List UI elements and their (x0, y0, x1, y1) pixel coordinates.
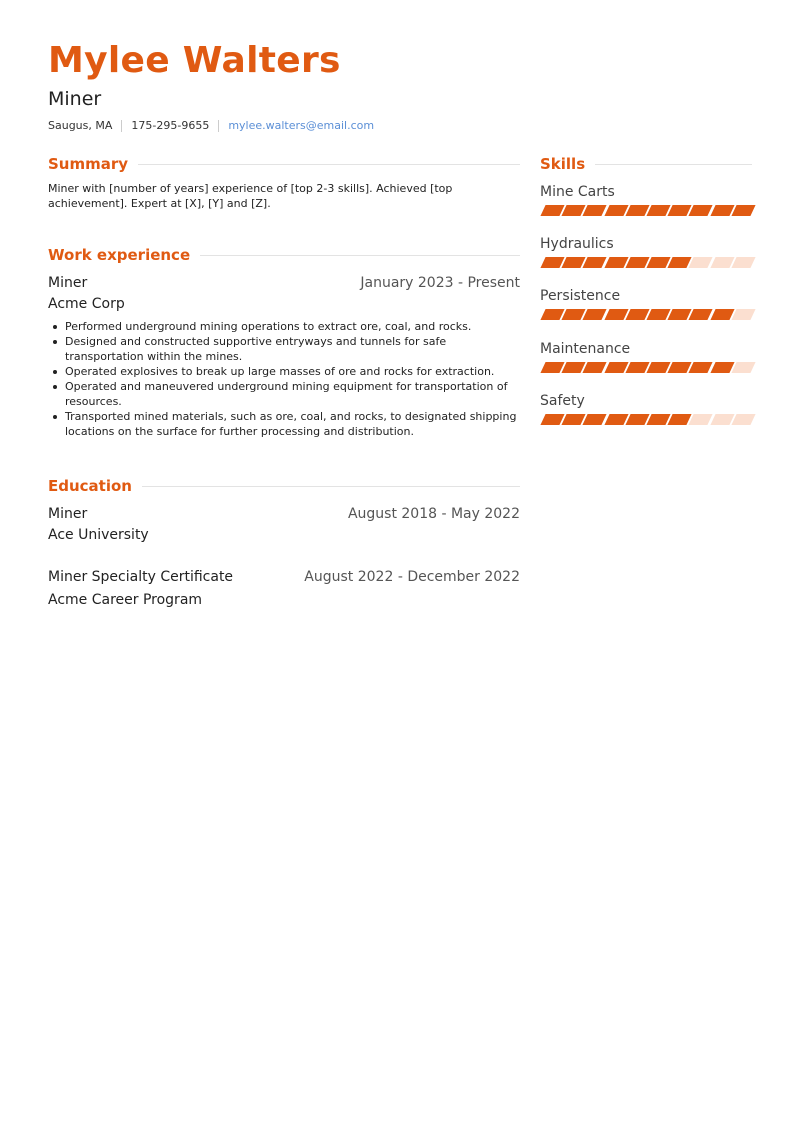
skill-segment-empty (731, 362, 755, 373)
skill-segment-empty (731, 257, 755, 268)
summary-text: Miner with [number of years] experience of [top 2-3 skills]. Achieved [top achievement]. Expert at [X], [Y] and [Z]. (48, 182, 453, 210)
degree-title: Miner (48, 506, 88, 522)
list-item: Performed underground mining operations to extract ore, coal, and rocks. (48, 319, 520, 334)
skill-item (540, 287, 755, 320)
skill-item (540, 183, 755, 216)
skill-name: Safety (540, 393, 585, 409)
skill-level-bar (540, 309, 755, 320)
education-heading-label: Education (48, 477, 132, 495)
skill-item (540, 340, 755, 373)
work-heading-label: Work experience (48, 246, 191, 264)
email-link[interactable]: mylee.walters@email.com (228, 119, 375, 132)
education-entry-header (48, 506, 520, 522)
skill-name: Maintenance (540, 341, 631, 357)
skill-segment-filled (583, 205, 607, 216)
job-title: Miner (48, 275, 88, 291)
skills-heading (540, 155, 752, 173)
skill-name: Mine Carts (540, 184, 615, 200)
section-divider (138, 164, 520, 165)
contact-line (48, 119, 374, 132)
contact-divider (218, 120, 219, 132)
candidate-title: Miner (48, 88, 102, 110)
degree-title: Miner Specialty Certificate (48, 569, 234, 585)
skill-segment-filled (689, 205, 713, 216)
location-text: Saugus, MA (48, 119, 113, 132)
skill-level-bar (540, 205, 755, 216)
skill-segment-empty (731, 309, 755, 320)
list-item: Transported mined materials, such as ore, coal, and rocks, to designated shipping locations on the surface for further processing and distribution. (48, 409, 520, 439)
job-bullets (48, 319, 520, 439)
job-dates: January 2023 - Present (360, 275, 520, 291)
education-heading (48, 477, 520, 495)
skill-segment-filled (710, 205, 734, 216)
contact-divider (121, 120, 122, 132)
section-divider (595, 164, 752, 165)
skill-segment-empty (710, 257, 734, 268)
summary-heading-label: Summary (48, 155, 129, 173)
job-header (48, 275, 520, 291)
skill-level-bar (540, 362, 755, 373)
list-item: Operated explosives to break up large masses of ore and rocks for extraction. (48, 364, 520, 379)
skill-segment-filled (604, 257, 628, 268)
section-divider (200, 255, 520, 256)
skill-segment-filled (583, 257, 607, 268)
skill-segment-filled (583, 362, 607, 373)
skill-segment-filled (710, 362, 734, 373)
summary-heading (48, 155, 520, 173)
skill-segment-empty (731, 414, 755, 425)
skills-heading-label: Skills (540, 155, 586, 173)
skill-item (540, 392, 755, 425)
skill-segment-filled (604, 362, 628, 373)
list-item: Operated and maneuvered underground mining equipment for transportation of resources. (48, 379, 520, 409)
skill-segment-filled (710, 309, 734, 320)
skill-level-bar (540, 414, 755, 425)
school-name: Ace University (48, 527, 149, 543)
skill-level-bar (540, 257, 755, 268)
skill-segment-empty (689, 414, 713, 425)
skill-segment-filled (689, 309, 713, 320)
job-company: Acme Corp (48, 296, 125, 312)
skill-segment-filled (604, 309, 628, 320)
school-name: Acme Career Program (48, 592, 203, 608)
skill-segment-filled (604, 205, 628, 216)
skill-segment-filled (689, 362, 713, 373)
education-dates: August 2022 - December 2022 (304, 569, 520, 585)
section-divider (142, 486, 520, 487)
skill-segment-empty (710, 414, 734, 425)
skill-segment-filled (604, 414, 628, 425)
skill-item (540, 235, 755, 268)
skill-name: Hydraulics (540, 236, 614, 252)
skill-segment-filled (731, 205, 755, 216)
skill-name: Persistence (540, 288, 621, 304)
work-heading (48, 246, 520, 264)
skill-segment-empty (689, 257, 713, 268)
phone-text: 175-295-9655 (131, 119, 210, 132)
candidate-name: Mylee Walters (48, 40, 341, 81)
skill-segment-filled (583, 309, 607, 320)
list-item: Designed and constructed supportive entryways and tunnels for safe transportation within the mines. (48, 334, 520, 364)
education-dates: August 2018 - May 2022 (347, 506, 520, 522)
education-entry-header (48, 569, 520, 585)
skill-segment-filled (583, 414, 607, 425)
